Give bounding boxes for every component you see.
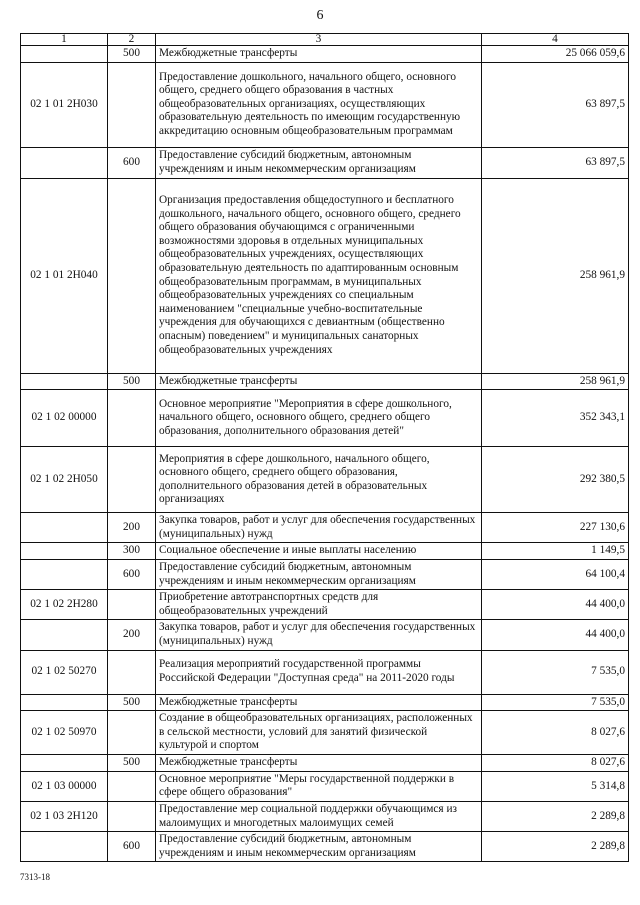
row-code bbox=[21, 832, 108, 862]
row-expense-type: 200 bbox=[108, 620, 156, 650]
table-row bbox=[21, 711, 629, 755]
budget-table bbox=[20, 33, 629, 862]
row-description: Предоставление субсидий бюджетным, автономным учреждениям и иным некоммерческим организациям bbox=[156, 832, 482, 862]
row-description: Закупка товаров, работ и услуг для обеспечения государственных (муниципальных) нужд bbox=[156, 513, 482, 543]
row-expense-type bbox=[108, 711, 156, 755]
row-code bbox=[21, 147, 108, 178]
row-description: Закупка товаров, работ и услуг для обеспечения государственных (муниципальных) нужд bbox=[156, 620, 482, 650]
row-description: Предоставление субсидий бюджетным, автономным учреждениям и иным некоммерческим организациям bbox=[156, 147, 482, 178]
table-row bbox=[21, 390, 629, 447]
row-amount: 44 400,0 bbox=[482, 620, 629, 650]
row-description: Межбюджетные трансферты bbox=[156, 755, 482, 772]
row-amount: 227 130,6 bbox=[482, 513, 629, 543]
page-number: 6 bbox=[316, 8, 324, 23]
row-code: 02 1 02 50970 bbox=[21, 711, 108, 755]
row-expense-type: 600 bbox=[108, 832, 156, 862]
row-code: 02 1 01 2Н030 bbox=[21, 62, 108, 147]
row-code bbox=[21, 694, 108, 711]
table-row bbox=[21, 543, 629, 560]
row-expense-type bbox=[108, 771, 156, 801]
table-row bbox=[21, 559, 629, 589]
row-description: Приобретение автотранспортных средств для общеобразовательных учреждений bbox=[156, 590, 482, 620]
row-description: Предоставление мер социальной поддержки обучающимся из малоимущих и многодетных малоимущих семей bbox=[156, 801, 482, 831]
row-expense-type bbox=[108, 650, 156, 694]
row-amount: 2 289,8 bbox=[482, 832, 629, 862]
table-row bbox=[21, 650, 629, 694]
row-code: 02 1 02 00000 bbox=[21, 390, 108, 447]
table-row bbox=[21, 771, 629, 801]
table-row bbox=[21, 513, 629, 543]
row-expense-type: 500 bbox=[108, 755, 156, 772]
row-expense-type bbox=[108, 178, 156, 373]
table-row bbox=[21, 46, 629, 63]
row-description: Основное мероприятие "Мероприятия в сфере дошкольного, начального общего, основного общего, среднего общего образования, дополнительного образования детей" bbox=[156, 390, 482, 447]
row-expense-type: 200 bbox=[108, 513, 156, 543]
row-expense-type bbox=[108, 590, 156, 620]
row-description: Предоставление дошкольного, начального общего, основного общего, среднего общего образования в частных общеобразовательных организациях, осуществляющих образовательную деятельность по имеющим государственную аккредитацию основным общеобразовательным программам bbox=[156, 62, 482, 147]
table-row bbox=[21, 801, 629, 831]
row-amount: 7 535,0 bbox=[482, 694, 629, 711]
row-code: 02 1 02 2Н050 bbox=[21, 447, 108, 513]
row-amount: 25 066 059,6 bbox=[482, 46, 629, 63]
row-amount: 5 314,8 bbox=[482, 771, 629, 801]
row-expense-type: 500 bbox=[108, 373, 156, 390]
row-amount: 8 027,6 bbox=[482, 755, 629, 772]
row-code: 02 1 02 50270 bbox=[21, 650, 108, 694]
row-amount: 1 149,5 bbox=[482, 543, 629, 560]
header-row bbox=[21, 34, 629, 46]
row-amount: 44 400,0 bbox=[482, 590, 629, 620]
row-expense-type: 500 bbox=[108, 694, 156, 711]
row-description: Предоставление субсидий бюджетным, автономным учреждениям и иным некоммерческим организациям bbox=[156, 559, 482, 589]
row-code bbox=[21, 559, 108, 589]
header-col-4: 4 bbox=[482, 34, 629, 46]
row-code: 02 1 02 2Н280 bbox=[21, 590, 108, 620]
row-amount: 64 100,4 bbox=[482, 559, 629, 589]
row-description: Межбюджетные трансферты bbox=[156, 694, 482, 711]
table-row bbox=[21, 178, 629, 373]
row-amount: 2 289,8 bbox=[482, 801, 629, 831]
row-description: Социальное обеспечение и иные выплаты населению bbox=[156, 543, 482, 560]
table-row bbox=[21, 590, 629, 620]
row-code bbox=[21, 373, 108, 390]
row-description: Реализация мероприятий государственной программы Российской Федерации "Доступная среда" на 2011-2020 годы bbox=[156, 650, 482, 694]
table-row bbox=[21, 620, 629, 650]
row-amount: 63 897,5 bbox=[482, 147, 629, 178]
row-expense-type bbox=[108, 447, 156, 513]
row-amount: 292 380,5 bbox=[482, 447, 629, 513]
row-description: Создание в общеобразовательных организациях, расположенных в сельской местности, условий для занятий физической культурой и спортом bbox=[156, 711, 482, 755]
row-code bbox=[21, 755, 108, 772]
row-description: Основное мероприятие "Меры государственной поддержки в сфере общего образования" bbox=[156, 771, 482, 801]
row-description: Мероприятия в сфере дошкольного, начального общего, основного общего, среднего общего образования, дополнительного образования детей в образовательных организациях bbox=[156, 447, 482, 513]
header-col-1: 1 bbox=[21, 34, 108, 46]
row-expense-type bbox=[108, 62, 156, 147]
row-expense-type bbox=[108, 390, 156, 447]
row-amount: 63 897,5 bbox=[482, 62, 629, 147]
row-code bbox=[21, 46, 108, 63]
row-code: 02 1 03 2Н120 bbox=[21, 801, 108, 831]
row-code bbox=[21, 543, 108, 560]
row-code bbox=[21, 620, 108, 650]
row-amount: 258 961,9 bbox=[482, 178, 629, 373]
row-amount: 352 343,1 bbox=[482, 390, 629, 447]
row-description: Межбюджетные трансферты bbox=[156, 46, 482, 63]
row-code bbox=[21, 513, 108, 543]
table-row bbox=[21, 62, 629, 147]
row-amount: 7 535,0 bbox=[482, 650, 629, 694]
row-amount: 8 027,6 bbox=[482, 711, 629, 755]
row-expense-type: 500 bbox=[108, 46, 156, 63]
document-code: 7313-18 bbox=[20, 872, 50, 882]
row-expense-type: 600 bbox=[108, 559, 156, 589]
header-col-2: 2 bbox=[108, 34, 156, 46]
table-row bbox=[21, 373, 629, 390]
row-amount: 258 961,9 bbox=[482, 373, 629, 390]
row-code: 02 1 01 2Н040 bbox=[21, 178, 108, 373]
table-row bbox=[21, 447, 629, 513]
table-row bbox=[21, 147, 629, 178]
row-description: Организация предоставления общедоступного и бесплатного дошкольного, начального общего, основного общего, среднего общего образования обучающимся с ограниченными возможностями здоровья в отдельных муниципальных общеобразовательных учреждениях, осуществляющих образовательную деятельность по адаптированным основным общеобразовательным программам, в муниципальных общеобразовательных учреждениях со специальным наименованием "специальные учебно-воспитательные учреждения для обучающихся с девиантным (общественно опасным) поведением" и муниципальных санаторных общеобразовательных учреждениях bbox=[156, 178, 482, 373]
row-description: Межбюджетные трансферты bbox=[156, 373, 482, 390]
table-row bbox=[21, 694, 629, 711]
row-expense-type: 600 bbox=[108, 147, 156, 178]
row-expense-type: 300 bbox=[108, 543, 156, 560]
table-row bbox=[21, 832, 629, 862]
row-code: 02 1 03 00000 bbox=[21, 771, 108, 801]
table-row bbox=[21, 755, 629, 772]
row-expense-type bbox=[108, 801, 156, 831]
header-col-3: 3 bbox=[156, 34, 482, 46]
